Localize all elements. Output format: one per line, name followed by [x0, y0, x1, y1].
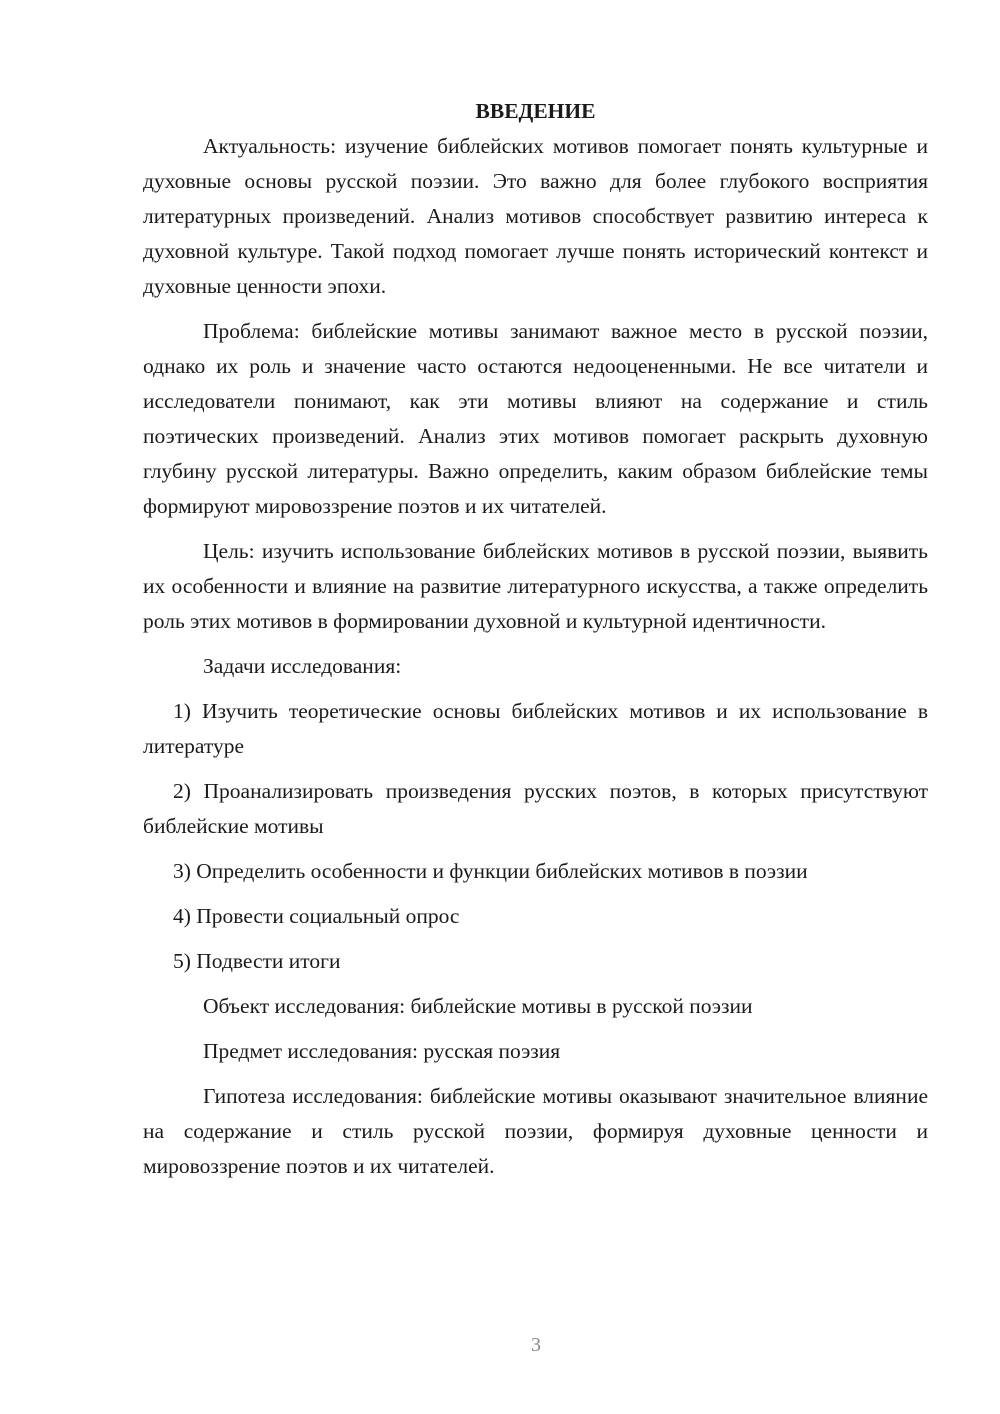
- section-title: ВВЕДЕНИЕ: [475, 99, 596, 123]
- relevance-paragraph: Актуальность: изучение библейских мотивов помогает понять культурные и духовные основы русской поэзии. Это важно для более глубокого восприятия литературных произведений. Анализ мотивов способствует развитию интереса к духовной культуре. Такой подход помогает лучше понять исторический контекст и духовные ценности эпохи.: [143, 134, 928, 298]
- tasks-heading: Задачи исследования:: [203, 654, 402, 678]
- task-item: 4) Провести социальный опрос: [173, 904, 460, 928]
- research-object: Объект исследования: библейские мотивы в русской поэзии: [203, 994, 753, 1018]
- task-item: 5) Подвести итоги: [173, 949, 341, 973]
- problem-paragraph: Проблема: библейские мотивы занимают важное место в русской поэзии, однако их роль и значение часто остаются недооцененными. Не все читатели и исследователи понимают, как эти мотивы влияют на содержание и стиль поэтических произведений. Анализ этих мотивов помогает раскрыть духовную глубину русской литературы. Важно определить, каким образом библейские темы формируют мировоззрение поэтов и их читателей.: [143, 319, 928, 518]
- page-number: 3: [531, 1334, 541, 1356]
- hypothesis-paragraph: Гипотеза исследования: библейские мотивы оказывают значительное влияние на содержание и стиль русской поэзии, формируя духовные ценности и мировоззрение поэтов и их читателей.: [143, 1084, 928, 1178]
- document-body: [143, 94, 928, 1184]
- task-item: 2) Проанализировать произведения русских поэтов, в которых присутствуют библейские мотивы: [143, 779, 928, 838]
- task-item: 1) Изучить теоретические основы библейских мотивов и их использование в литературе: [143, 699, 928, 758]
- task-item: 3) Определить особенности и функции библейских мотивов в поэзии: [173, 859, 808, 883]
- research-subject: Предмет исследования: русская поэзия: [203, 1039, 561, 1063]
- goal-paragraph: Цель: изучить использование библейских мотивов в русской поэзии, выявить их особенности и влияние на развитие литературного искусства, а также определить роль этих мотивов в формировании духовной и культурной идентичности.: [143, 539, 928, 633]
